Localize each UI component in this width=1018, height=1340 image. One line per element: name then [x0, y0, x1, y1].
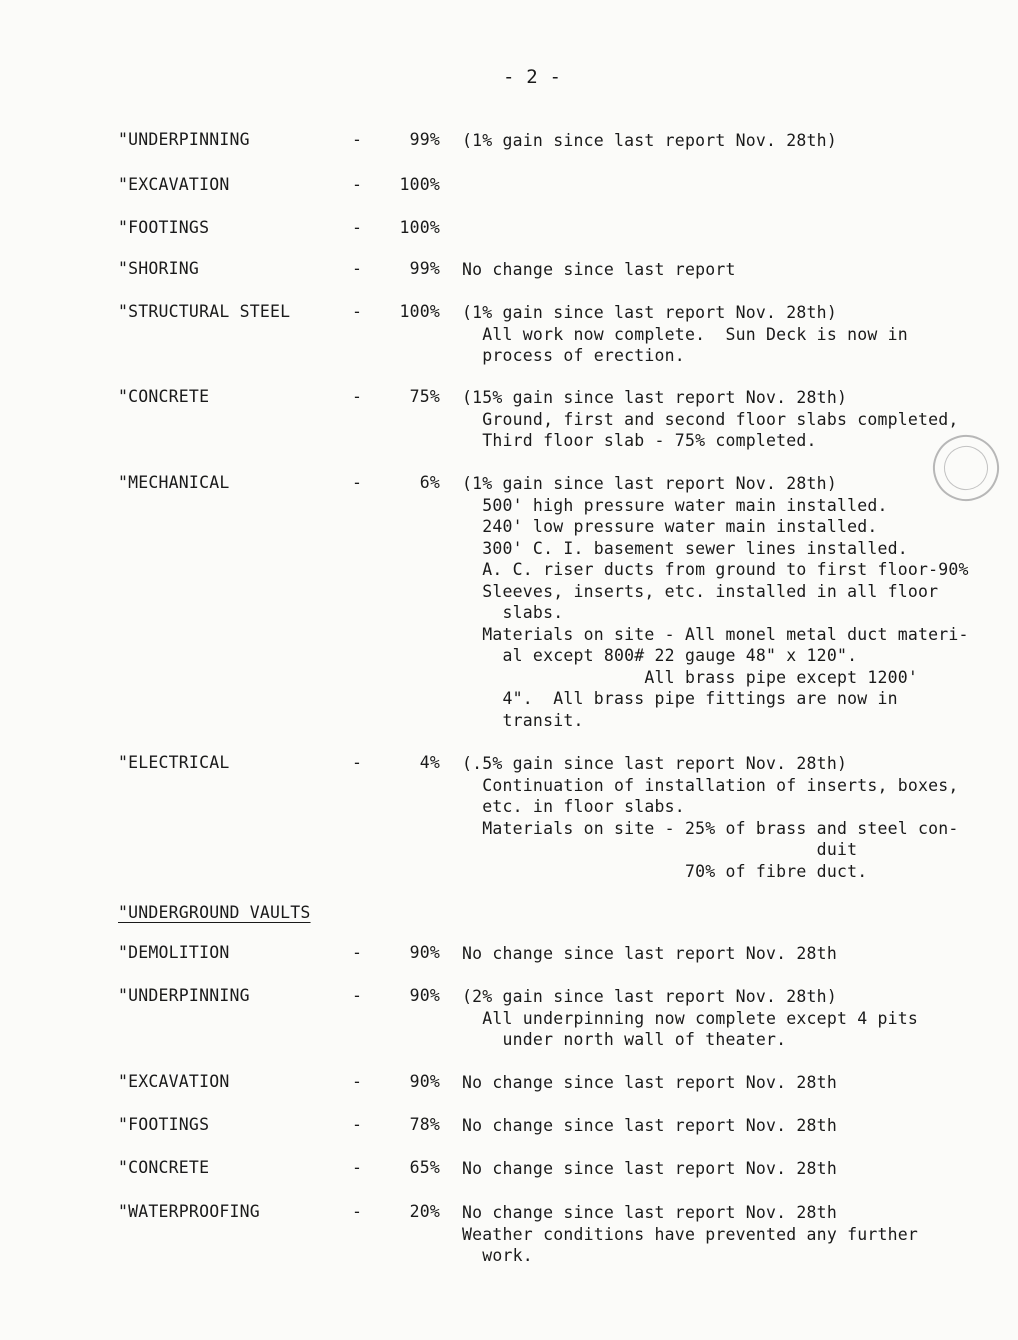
item-notes	[462, 1202, 1002, 1267]
separator-dash: -	[352, 473, 363, 492]
separator-dash: -	[352, 259, 363, 278]
item-notes	[462, 1115, 1002, 1137]
separator-dash: -	[352, 753, 363, 772]
separator-dash: -	[352, 387, 363, 406]
percent-complete: 78%	[409, 1115, 440, 1134]
percent-complete: 100%	[399, 175, 440, 194]
item-notes	[462, 387, 1002, 452]
item-label: "UNDERPINNING	[118, 130, 250, 149]
note-line: work.	[462, 1246, 533, 1265]
item-label: "FOOTINGS	[118, 218, 210, 237]
item-notes	[462, 986, 1002, 1051]
percent-complete: 99%	[409, 259, 440, 278]
note-line: Third floor slab - 75% completed.	[462, 431, 817, 450]
percent-complete: 65%	[409, 1158, 440, 1177]
note-line: 4". All brass pipe fittings are now in	[462, 689, 898, 708]
note-line: (1% gain since last report Nov. 28th)	[462, 131, 837, 150]
item-label: "WATERPROOFING	[118, 1202, 260, 1221]
item-label: "STRUCTURAL STEEL	[118, 302, 291, 321]
separator-dash: -	[352, 943, 363, 962]
note-line: No change since last report Nov. 28th	[462, 1159, 837, 1178]
note-line: al except 800# 22 gauge 48" x 120".	[462, 646, 858, 665]
percent-complete: 99%	[409, 130, 440, 149]
note-line: duit	[462, 840, 858, 859]
note-line: Weather conditions have prevented any further	[462, 1224, 919, 1244]
item-label: "CONCRETE	[118, 1158, 210, 1177]
item-label: "EXCAVATION	[118, 1072, 230, 1091]
item-notes	[462, 1072, 1002, 1094]
item-label: "DEMOLITION	[118, 943, 230, 962]
note-line: Materials on site - 25% of brass and steel con-	[462, 818, 959, 838]
item-notes	[462, 130, 1002, 152]
percent-complete: 100%	[399, 218, 440, 237]
separator-dash: -	[352, 175, 363, 194]
percent-complete: 90%	[409, 943, 440, 962]
item-notes	[462, 259, 1002, 281]
item-label: "MECHANICAL	[118, 473, 230, 492]
note-line: 240' low pressure water main installed.	[462, 517, 878, 536]
note-line: All brass pipe except 1200'	[462, 667, 919, 687]
separator-dash: -	[352, 302, 363, 321]
item-notes	[462, 943, 1002, 965]
item-label: "CONCRETE	[118, 387, 210, 406]
item-notes	[462, 302, 1002, 367]
note-line: No change since last report Nov. 28th	[462, 944, 837, 963]
item-label: "ELECTRICAL	[118, 753, 230, 772]
page-number: - 2 -	[503, 66, 562, 88]
note-line: Sleeves, inserts, etc. installed in all floor	[462, 581, 939, 601]
note-line: (1% gain since last report Nov. 28th)	[462, 303, 837, 322]
note-line: All work now complete. Sun Deck is now in	[462, 324, 908, 344]
separator-dash: -	[352, 1158, 363, 1177]
item-label: "SHORING	[118, 259, 200, 278]
note-line: All underpinning now complete except 4 pits	[462, 1008, 919, 1028]
note-line: A. C. riser ducts from ground to first floor-90%	[462, 560, 969, 579]
percent-complete: 6%	[419, 473, 440, 492]
separator-dash: -	[352, 130, 363, 149]
note-line: No change since last report Nov. 28th	[462, 1073, 837, 1092]
note-line: (.5% gain since last report Nov. 28th)	[462, 754, 848, 773]
note-line: No change since last report Nov. 28th	[462, 1203, 837, 1222]
note-line: Continuation of installation of inserts, boxes,	[462, 775, 959, 795]
percent-complete: 90%	[409, 1072, 440, 1091]
percent-complete: 4%	[419, 753, 440, 772]
note-line: transit.	[462, 710, 584, 730]
item-label: "UNDERPINNING	[118, 986, 250, 1005]
note-line: under north wall of theater.	[462, 1030, 787, 1049]
note-line: 70% of fibre duct.	[462, 861, 868, 881]
note-line: (1% gain since last report Nov. 28th)	[462, 474, 837, 493]
note-line: No change since last report	[462, 260, 736, 279]
item-notes	[462, 753, 1002, 882]
item-notes	[462, 473, 1002, 731]
note-line: (2% gain since last report Nov. 28th)	[462, 987, 837, 1006]
item-label: "FOOTINGS	[118, 1115, 210, 1134]
note-line: slabs.	[462, 603, 564, 622]
note-line: 500' high pressure water main installed.	[462, 495, 888, 515]
note-line: No change since last report Nov. 28th	[462, 1116, 837, 1135]
item-notes	[462, 1158, 1002, 1180]
percent-complete: 75%	[409, 387, 440, 406]
separator-dash: -	[352, 1202, 363, 1221]
note-line: process of erection.	[462, 346, 685, 365]
item-label: "EXCAVATION	[118, 175, 230, 194]
section-heading: "UNDERGROUND VAULTS	[118, 903, 311, 922]
percent-complete: 90%	[409, 986, 440, 1005]
note-line: 300' C. I. basement sewer lines installed.	[462, 538, 908, 558]
separator-dash: -	[352, 1115, 363, 1134]
percent-complete: 100%	[399, 302, 440, 321]
note-line: Ground, first and second floor slabs completed,	[462, 409, 959, 429]
note-line: (15% gain since last report Nov. 28th)	[462, 388, 848, 407]
percent-complete: 20%	[409, 1202, 440, 1221]
note-line: etc. in floor slabs.	[462, 797, 685, 816]
separator-dash: -	[352, 986, 363, 1005]
separator-dash: -	[352, 1072, 363, 1091]
separator-dash: -	[352, 218, 363, 237]
note-line: Materials on site - All monel metal duct materi-	[462, 624, 969, 644]
